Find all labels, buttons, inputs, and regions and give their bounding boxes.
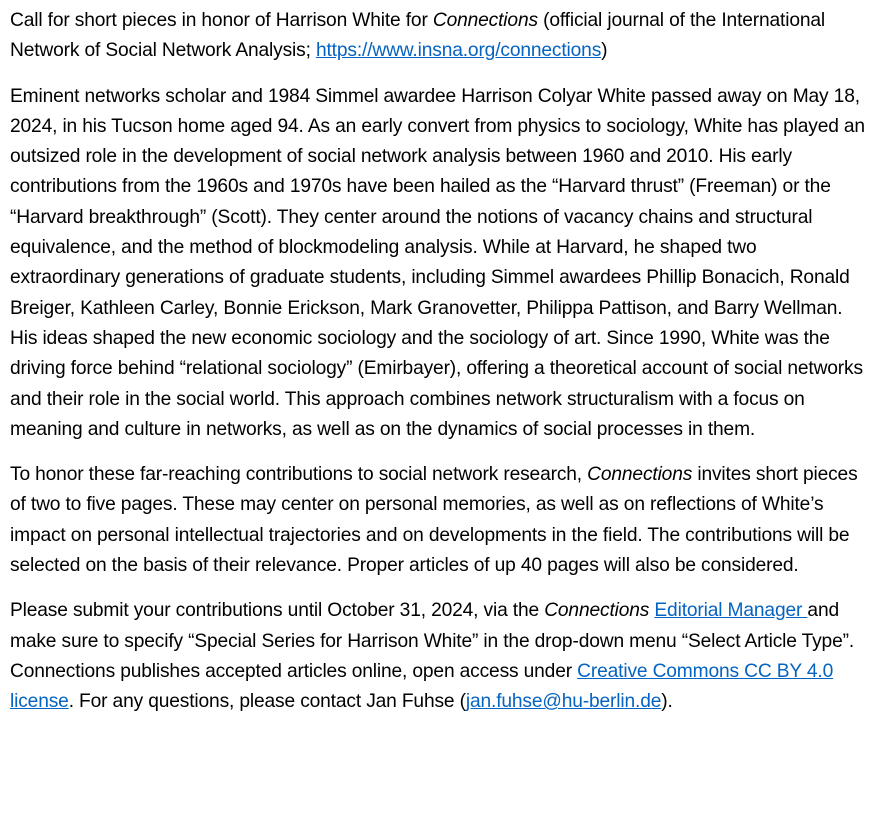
submit-paragraph [10, 596, 867, 717]
call-lead: Call for short pieces in honor of Harrison White for [10, 10, 433, 31]
license-link[interactable]: Creative Commons CC BY 4.0 license [10, 660, 834, 713]
submit-end: ). [661, 691, 673, 713]
journal-name: Connections [544, 600, 650, 622]
call-tail: ) [601, 40, 608, 62]
invite-tail: invites short pieces of two to five pages. These may center on personal memories, as well as on reflections of White’s impact on personal intellectual trajectories and on developments in the field. The contributions will be selected on the basis of their relevance. Proper articles of up 40 pages will also be considered. [10, 464, 858, 577]
submit-lead: Please submit your contributions until October 31, 2024, via the [10, 600, 545, 622]
journal-name: Connections [432, 10, 538, 31]
call-mid: (official journal of the International Network of Social Network Analysis; [10, 10, 826, 62]
journal-name: Connections [587, 464, 693, 486]
email-link[interactable]: jan.fuhse@hu-berlin.de [465, 691, 662, 713]
submit-after-license: . For any questions, please contact Jan Fuhse ( [68, 691, 466, 713]
call-paragraph [10, 6, 867, 67]
editorial-manager-link[interactable]: Editorial Manager [654, 600, 808, 622]
bio-paragraph: Eminent networks scholar and 1984 Simmel awardee Harrison Colyar White passed away on May 18, 2024, in his Tucson home aged 94. As an early convert from physics to sociology, White has played an outsized role in the development of social network analysis between 1960 and 2010. His early contributions from the 1960s and 1970s have been hailed as the “Harvard thrust” (Freeman) or the “Harvard breakthrough” (Scott). They center around the notions of vacancy chains and structural equivalence, and the method of blockmodeling analysis. While at Harvard, he shaped two extraordinary generations of graduate students, including Simmel awardees Phillip Bonacich, Ronald Breiger, Kathleen Carley, Bonnie Erickson, Mark Granovetter, Philippa Pattison, and Barry Wellman. His ideas shaped the new economic sociology and the sociology of art. Since 1990, White was the driving force behind “relational sociology” (Emirbayer), offering a theoretical account of social networks and their role in the social world. This approach combines network structuralism with a focus on meaning and culture in networks, as well as on the dynamics of social processes in them. [10, 85, 865, 440]
connections-url-link[interactable]: https://www.insna.org/connections [315, 40, 602, 62]
submit-mid: and make sure to specify “Special Series for Harrison White” in the drop-down menu “Select Article Type”. Connections publishes accepted articles online, open access under [10, 600, 855, 682]
invite-paragraph [10, 460, 867, 581]
invite-lead: To honor these far-reaching contributions to social network research, [10, 464, 588, 486]
